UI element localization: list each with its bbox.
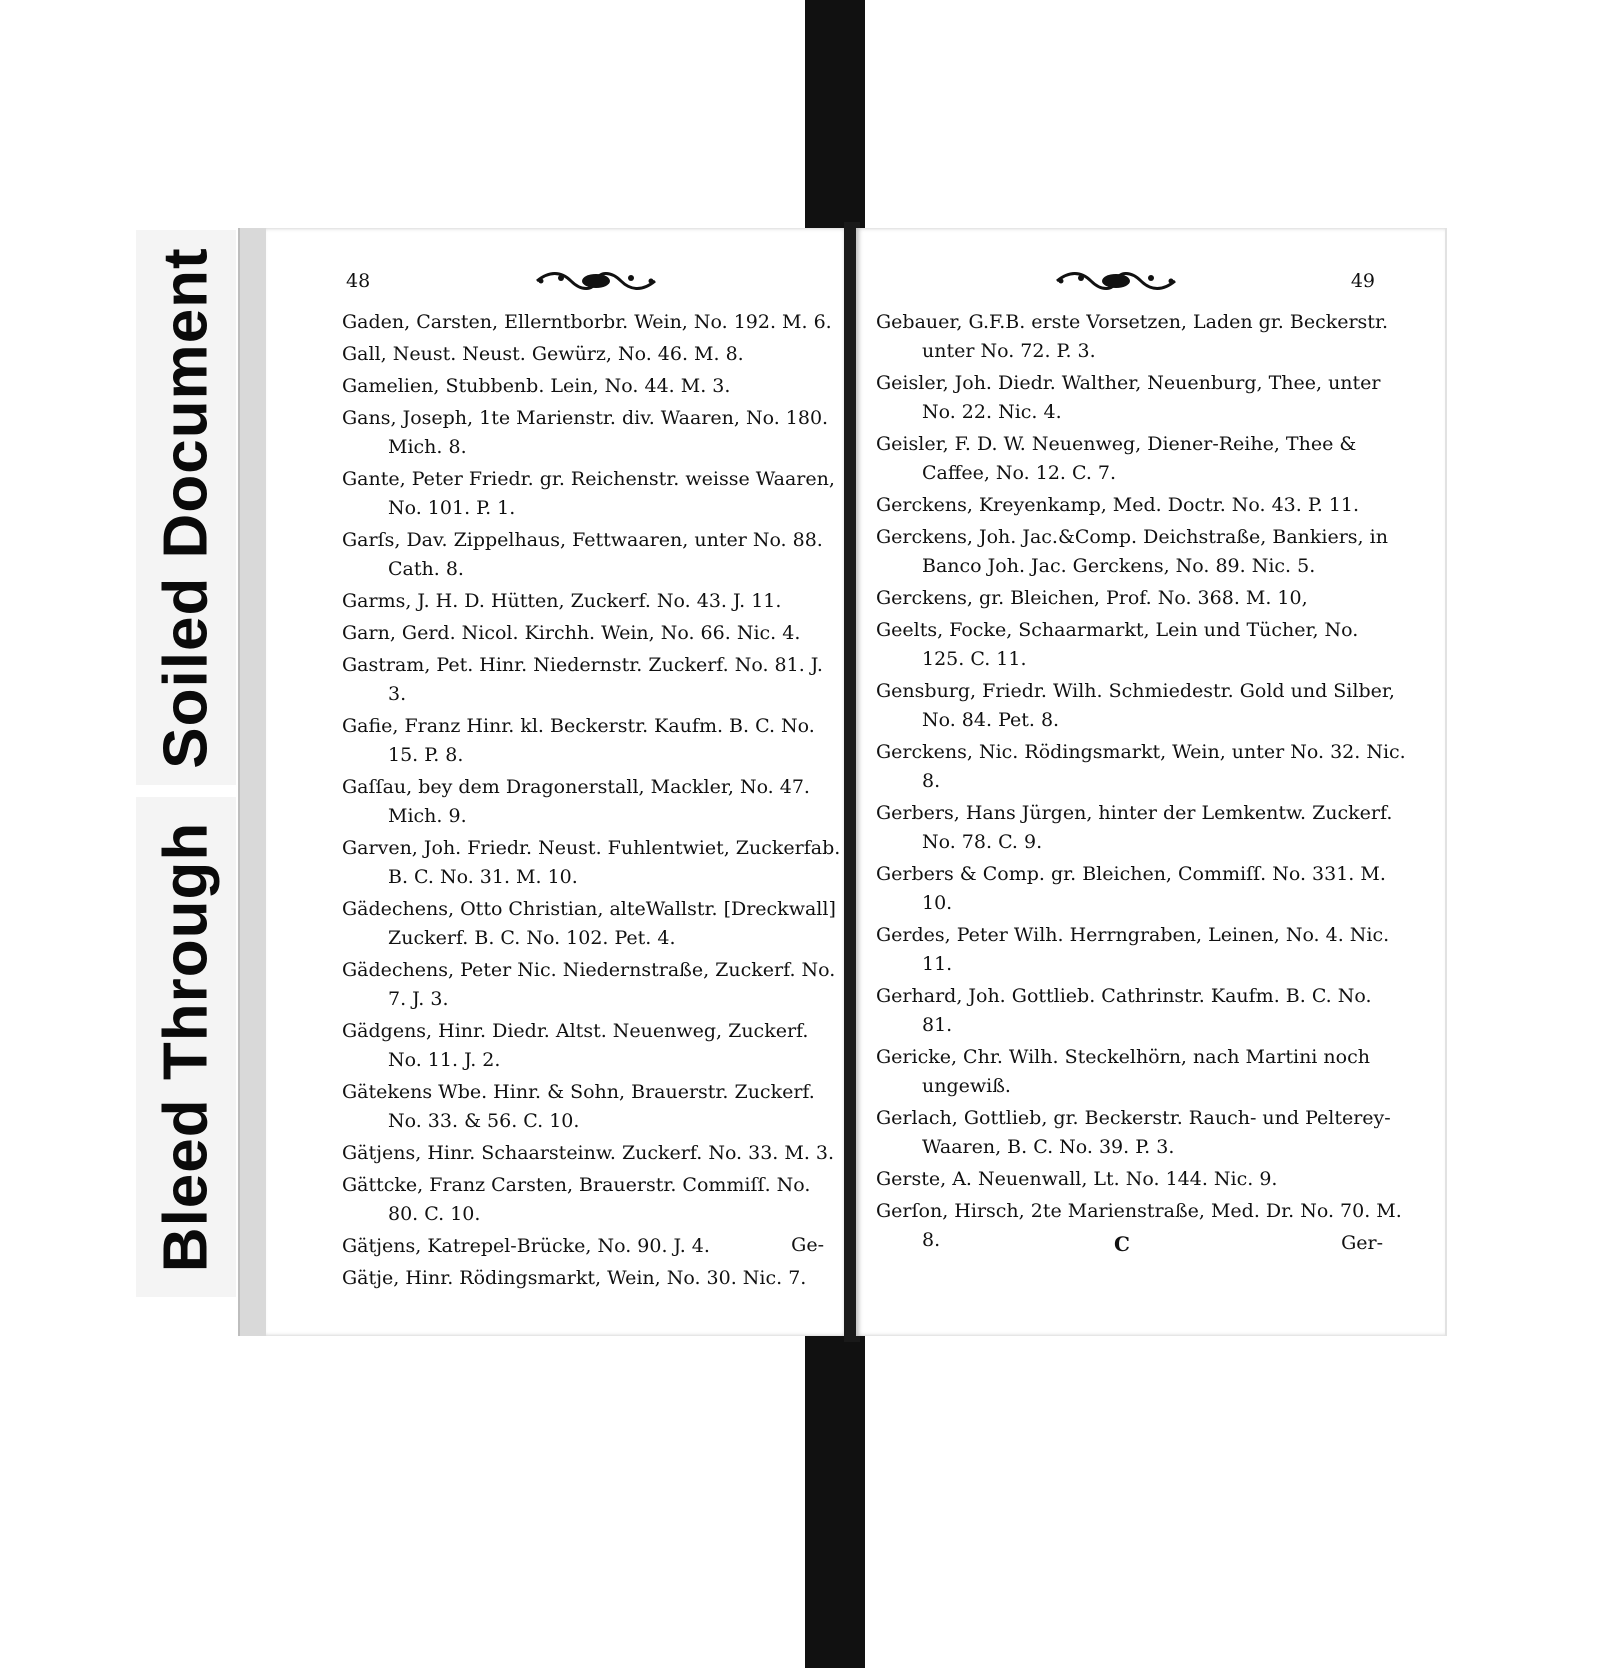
right-catchword: Ger-: [1341, 1232, 1383, 1254]
binding-strip-top: [805, 0, 865, 236]
left-page: [240, 228, 848, 1336]
left-catchword: Ge-: [791, 1234, 824, 1256]
directory-entry: Gätjens, Hinr. Schaarsteinw. Zuckerf. No. 33. M. 3.: [342, 1142, 835, 1164]
directory-entry: Geisler, F. D. W. Neuenweg, Diener-Reihe, Thee & Caffee, No. 12. C. 7.: [876, 433, 1357, 484]
directory-entry: Gerckens, gr. Bleichen, Prof. No. 368. M. 10,: [876, 587, 1308, 609]
directory-entry: Gätje, Hinr. Rödingsmarkt, Wein, No. 30. Nic. 7.: [342, 1267, 807, 1289]
ornament-icon: [1051, 268, 1181, 294]
directory-entry: Gericke, Chr. Wilh. Steckelhörn, nach Martini noch ungewiß.: [876, 1046, 1370, 1097]
directory-entry: Garven, Joh. Friedr. Neust. Fuhlentwiet, Zuckerfab. B. C. No. 31. M. 10.: [342, 837, 841, 888]
directory-entry: Gans, Joseph, 1te Marienstr. div. Waaren, No. 180. Mich. 8.: [342, 407, 829, 458]
directory-entry: Gädgens, Hinr. Diedr. Altst. Neuenweg, Zuckerf. No. 11. J. 2.: [342, 1020, 809, 1071]
directory-entry: Gerſon, Hirsch, 2te Marienstraße, Med. Dr. No. 70. M. 8.: [876, 1200, 1402, 1251]
directory-entry: Gerckens, Kreyenkamp, Med. Doctr. No. 43. P. 11.: [876, 494, 1360, 516]
directory-entry: Gerbers, Hans Jürgen, hinter der Lemkentw. Zuckerf. No. 78. C. 9.: [876, 802, 1393, 853]
directory-entry: Gädechens, Peter Nic. Niedernstraße, Zuckerf. No. 7. J. 3.: [342, 959, 836, 1010]
directory-entry: Gaden, Carsten, Ellerntborbr. Wein, No. 192. M. 6.: [342, 311, 832, 333]
directory-entry: Geelts, Focke, Schaarmarkt, Lein und Tücher, No. 125. C. 11.: [876, 619, 1359, 670]
directory-entry: Gättcke, Franz Carsten, Brauerstr. Commiſſ. No. 80. C. 10.: [342, 1174, 811, 1225]
bleed-through-text: Bleed Through: [151, 821, 221, 1273]
directory-entry: Garſs, Dav. Zippelhaus, Fettwaaren, unter No. 88. Cath. 8.: [342, 529, 823, 580]
directory-entry: Gerlach, Gottlieb, gr. Beckerstr. Rauch- und Pelterey-Waaren, B. C. No. 39. P. 3.: [876, 1107, 1391, 1158]
binding-strip-bottom: [805, 1328, 865, 1668]
directory-entry: Gädechens, Otto Christian, alteWallstr. [Dreckwall] Zuckerf. B. C. No. 102. Pet. 4.: [342, 898, 836, 949]
bleed-through-label: [136, 797, 236, 1297]
signature-mark: C: [1114, 1232, 1130, 1256]
directory-entry: Gerdes, Peter Wilh. Herrngraben, Leinen, No. 4. Nic. 11.: [876, 924, 1390, 975]
directory-entry: Garms, J. H. D. Hütten, Zuckerf. No. 43. J. 11.: [342, 590, 782, 612]
directory-entry: Gensburg, Friedr. Wilh. Schmiedestr. Gold und Silber, No. 84. Pet. 8.: [876, 680, 1395, 731]
directory-entry: Gerckens, Joh. Jac.&Comp. Deichstraße, Bankiers, in Banco Joh. Jac. Gerckens, No. 89. Nic. 5.: [876, 526, 1388, 577]
directory-entry: Gastram, Pet. Hinr. Niedernstr. Zuckerf. No. 81. J. 3.: [342, 654, 823, 705]
directory-entry: Gebauer, G.F.B. erste Vorsetzen, Laden gr. Beckerstr. unter No. 72. P. 3.: [876, 311, 1388, 362]
open-book: [240, 228, 1445, 1336]
directory-entry: Gerbers & Comp. gr. Bleichen, Commiſſ. No. 331. M. 10.: [876, 863, 1386, 914]
directory-entry: Gätjens, Katrepel-Brücke, No. 90. J. 4.: [342, 1235, 710, 1257]
directory-entry: Gamelien, Stubbenb. Lein, No. 44. M. 3.: [342, 375, 731, 397]
right-page-number: 49: [1350, 270, 1375, 292]
soiled-document-label: [136, 230, 236, 785]
directory-entry: Geisler, Joh. Diedr. Walther, Neuenburg, Thee, unter No. 22. Nic. 4.: [876, 372, 1381, 423]
left-page-number: 48: [346, 270, 371, 292]
directory-entry: Gall, Neust. Neust. Gewürz, No. 46. M. 8.: [342, 343, 744, 365]
right-directory-entries: [876, 308, 1406, 1258]
directory-entry: Gerckens, Nic. Rödingsmarkt, Wein, unter No. 32. Nic. 8.: [876, 741, 1406, 792]
directory-entry: Gafie, Franz Hinr. kl. Beckerstr. Kaufm. B. C. No. 15. P. 8.: [342, 715, 815, 766]
left-directory-entries: [342, 308, 842, 1296]
directory-entry: Gaſſau, bey dem Dragonerstall, Mackler, No. 47. Mich. 9.: [342, 776, 810, 827]
directory-entry: Gerste, A. Neuenwall, Lt. No. 144. Nic. 9.: [876, 1168, 1278, 1190]
directory-entry: Gerhard, Joh. Gottlieb. Cathrinstr. Kaufm. B. C. No. 81.: [876, 985, 1372, 1036]
directory-entry: Gante, Peter Friedr. gr. Reichenstr. weisse Waaren, No. 101. P. 1.: [342, 468, 835, 519]
directory-entry: Garn, Gerd. Nicol. Kirchh. Wein, No. 66. Nic. 4.: [342, 622, 801, 644]
right-page: [856, 228, 1445, 1336]
directory-entry: Gätekens Wbe. Hinr. & Sohn, Brauerstr. Zuckerf. No. 33. & 56. C. 10.: [342, 1081, 815, 1132]
soiled-document-text: Soiled Document: [151, 246, 221, 769]
ornament-icon: [531, 268, 661, 294]
